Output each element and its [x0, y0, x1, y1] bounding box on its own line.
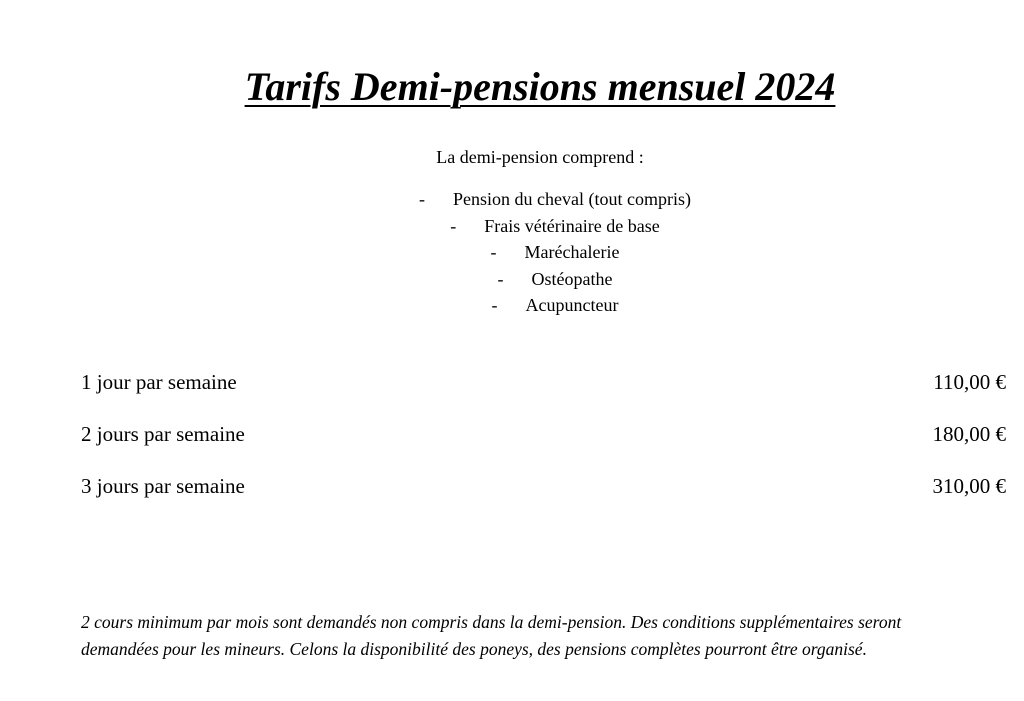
- list-item: [0, 213, 1024, 240]
- list-item: [0, 186, 1024, 213]
- included-service: Maréchalerie: [524, 242, 620, 263]
- price-row: [81, 471, 1006, 501]
- list-item: [0, 266, 1024, 293]
- included-services-list: [0, 186, 1024, 319]
- included-service: Acupuncteur: [525, 295, 619, 316]
- list-item: [0, 239, 1024, 266]
- price-value: 310,00 €: [932, 474, 1006, 498]
- price-label: 2 jours par semaine: [81, 422, 245, 446]
- included-service: Pension du cheval (tout compris): [453, 189, 691, 209]
- bullet-dash: -: [491, 295, 498, 316]
- bullet-dash: -: [450, 215, 457, 236]
- price-row: [81, 419, 1006, 449]
- footnote: 2 cours minimum par mois sont demandés non compris dans la demi-pension. Des conditions supplémentaires seront demandées pour les mineurs. Celons la disponibilité des poneys, des pensions complètes pourront être organisé.: [81, 611, 902, 659]
- included-service: Frais vétérinaire de base: [484, 215, 660, 236]
- bullet-dash: -: [490, 242, 497, 263]
- page-title: Tarifs Demi-pensions mensuel 2024: [244, 63, 836, 109]
- bullet-dash: -: [419, 189, 426, 209]
- price-label: 3 jours par semaine: [81, 474, 245, 498]
- included-service: Ostéopathe: [531, 268, 613, 289]
- price-value: 110,00 €: [933, 370, 1006, 394]
- intro-text: La demi-pension comprend :: [436, 147, 644, 167]
- price-label: 1 jour par semaine: [81, 370, 237, 394]
- bullet-dash: -: [497, 268, 504, 289]
- list-item: [0, 292, 1024, 319]
- price-table: [81, 367, 1006, 523]
- price-row: [81, 367, 1006, 397]
- price-value: 180,00 €: [932, 422, 1006, 446]
